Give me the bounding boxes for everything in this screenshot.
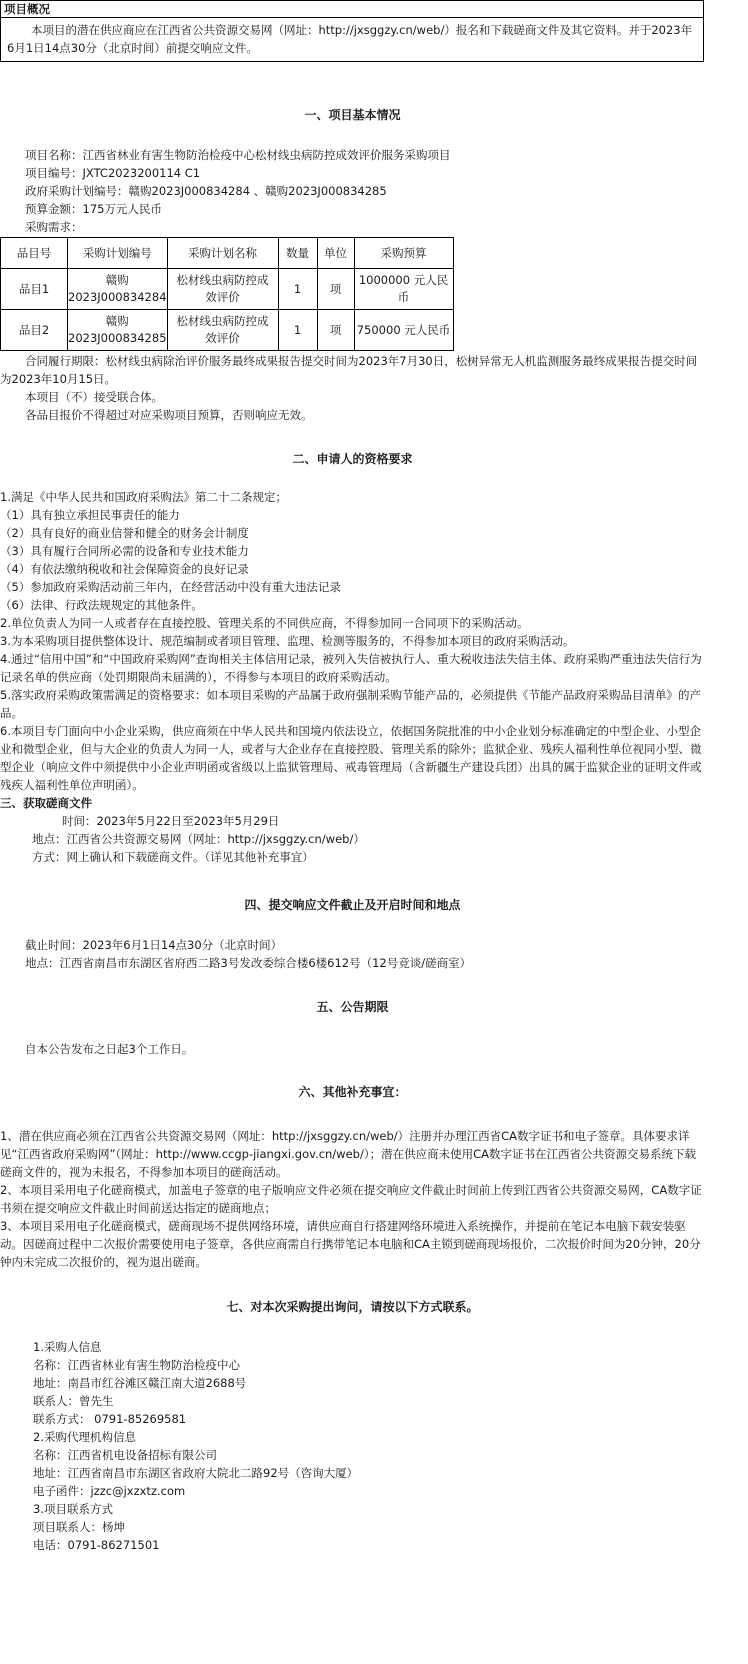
cell-plan-name-line2: 效评价 [205, 331, 240, 345]
cell-budget: 1000000 元人民币 [354, 269, 453, 310]
acquisition-place: 地点：江西省公共资源交易网（网址：http://jxsggzy.cn/web/） [32, 832, 365, 846]
contact-line: 项目联系人：杨坤 [33, 1520, 125, 1534]
section5-title: 五、公告期限 [316, 1000, 389, 1014]
section4-title: 四、提交响应文件截止及开启时间和地点 [244, 898, 461, 912]
supplement-item-3: 3、本项目采用电子化磋商模式，磋商现场不提供网络环境，请供应商自行搭建网络环境进入系统操作，并提前在笔记本电脑下载安装驱动。因磋商过程中二次报价需要使用电子签章，各供应商需自行携带笔记本电脑和CA主锁到磋商现场报价，二次报价时间为20分钟，20分钟内未完成二次报价的，视为退出磋商。 [0, 1219, 701, 1269]
qualification-item: 2.单位负责人为同一人或者存在直接控股、管理关系的不同供应商，不得参加同一合同项下的采购活动。 [0, 616, 529, 630]
section1-title: 一、项目基本情况 [304, 108, 401, 122]
procurement-plan-number: 政府采购计划编号：赣购2023J000834284 、赣购2023J000834285 [25, 184, 387, 198]
qualification-item: （3）具有履行合同所必需的设备和专业技术能力 [0, 544, 249, 558]
quote-limit-statement: 各品目报价不得超过对应采购项目预算，否则响应无效。 [25, 408, 313, 422]
section6-title: 六、其他补充事宜： [298, 1085, 407, 1099]
announcement-period: 自本公告发布之日起3个工作日。 [25, 1042, 194, 1056]
qualification-item: （6）法律、行政法规规定的其他条件。 [0, 598, 203, 612]
cell-plan-no-line1: 赣购 [105, 273, 129, 287]
cell-unit: 项 [317, 269, 354, 310]
table-row [1, 269, 454, 310]
qualification-item-6: 6.本项目专门面向中小企业采购，供应商须在中华人民共和国境内依法设立，依据国务院批准的中小企业划分标准确定的中型企业、小型企业和微型企业，但与大企业的负责人为同一人，或者与大企业存在直接控股、管理关系的除外；监狱企业、残疾人福利性单位视同小型、微型企业（响应文件中须提供中小企业声明函或省级以上监狱管理局、戒毒管理局（含新疆生产建设兵团）出具的属于监狱企业的证明文件或残疾人福利性单位声明函）。 [0, 724, 702, 792]
contact-line: 1.采购人信息 [33, 1340, 102, 1354]
qualification-item: 3.为本采购项目提供整体设计、规范编制或者项目管理、监理、检测等服务的，不得参加本项目的政府采购活动。 [0, 634, 575, 648]
cell-plan-no-line2: 2023J000834284 [68, 290, 167, 304]
col-header-unit: 单位 [317, 238, 354, 269]
procurement-items-table [0, 237, 454, 351]
cell-plan-name [167, 310, 278, 351]
contact-line: 名称：江西省机电设备招标有限公司 [33, 1448, 217, 1462]
cell-plan-no [68, 310, 168, 351]
cell-item: 品目1 [1, 269, 68, 310]
cell-plan-name-line1: 松材线虫病防控成 [176, 273, 269, 287]
contact-line: 地址：江西省南昌市东湖区省政府大院北二路92号（咨询大厦） [33, 1466, 359, 1480]
supplement-item-2: 2、本项目采用电子化磋商模式，加盖电子签章的电子版响应文件必须在提交响应文件截止时间前上传到江西省公共资源交易网，CA数字证书须在提交响应文件截止时间前送达指定的磋商地点； [0, 1183, 702, 1215]
budget-amount: 预算金额：175万元人民币 [25, 202, 162, 216]
col-header-plan-name: 采购计划名称 [167, 238, 278, 269]
cell-plan-name-line2: 效评价 [205, 290, 240, 304]
section2-title: 二、申请人的资格要求 [292, 452, 413, 466]
col-header-plan-no: 采购计划编号 [68, 238, 168, 269]
contact-email[interactable]: 电子函件：jzzc@jxzxtz.com [33, 1484, 186, 1498]
section3-title: 三、获取磋商文件 [0, 796, 92, 810]
cell-quantity: 1 [278, 310, 317, 351]
cell-unit: 项 [317, 310, 354, 351]
project-name: 项目名称：江西省林业有害生物防治检疫中心松材线虫病防控成效评价服务采购项目 [25, 148, 451, 162]
cell-plan-no [68, 269, 168, 310]
project-number: 项目编号：JXTC2023200114 C1 [25, 166, 201, 180]
cell-plan-no-line2: 2023J000834285 [68, 331, 167, 345]
cell-plan-name-line1: 松材线虫病防控成 [176, 314, 269, 328]
overview-header: 项目概况 [1, 1, 703, 18]
consortium-statement: 本项目（不）接受联合体。 [25, 390, 163, 404]
table-header-row [1, 238, 454, 269]
overview-text: 本项目的潜在供应商应在江西省公共资源交易网（网址：http://jxsggzy.cn/web/）报名和下载磋商文件及其它资料。并于2023年6月1日14点30分（北京时间）前提交响应文件。 [7, 23, 693, 55]
contact-line: 地址：南昌市红谷滩区赣江南大道2688号 [33, 1376, 247, 1390]
procurement-demand-label: 采购需求： [25, 220, 83, 234]
project-overview-box [0, 0, 704, 62]
qualification-item: （2）具有良好的商业信誉和健全的财务会计制度 [0, 526, 249, 540]
submission-place: 地点：江西省南昌市东湖区省府西二路3号发改委综合楼6楼612号（12号竞谈/磋商室） [25, 956, 472, 970]
qualification-item: （4）有依法缴纳税收和社会保障资金的良好记录 [0, 562, 249, 576]
qualification-item: （1）具有独立承担民事责任的能力 [0, 508, 180, 522]
cell-quantity: 1 [278, 269, 317, 310]
contact-line: 3.项目联系方式 [33, 1502, 113, 1516]
supplement-item-1: 1、潜在供应商必须在江西省公共资源交易网（网址：http://jxsggzy.cn/web/）注册并办理江西省CA数字证书和电子签章。具体要求详见“江西省政府采购网”（网址：http://www.ccgp-jiangxi.gov.cn/web/）；潜在供应商未使用CA数字证书在江西省公共资源交易系统下载磋商文件的，视为未报名，不得参加本项目的磋商活动。 [0, 1129, 696, 1179]
col-header-quantity: 数量 [278, 238, 317, 269]
contact-line: 名称：江西省林业有害生物防治检疫中心 [33, 1358, 240, 1372]
contact-line: 联系人：曾先生 [33, 1394, 114, 1408]
qualification-item: 1.满足《中华人民共和国政府采购法》第二十二条规定； [0, 490, 287, 504]
contract-period: 合同履行期限：松材线虫病除治评价服务最终成果报告提交时间为2023年7月30日，松树异常无人机监测服务最终成果报告提交时间为2023年10月15日。 [0, 354, 698, 386]
contact-line: 联系方式： 0791-85269581 [33, 1412, 187, 1426]
contact-line: 2.采购代理机构信息 [33, 1430, 136, 1444]
cell-plan-name [167, 269, 278, 310]
section7-title: 七、对本次采购提出询问，请按以下方式联系。 [226, 1300, 479, 1314]
table-row [1, 310, 454, 351]
acquisition-time: 时间：2023年5月22日至2023年5月29日 [62, 814, 280, 828]
col-header-budget: 采购预算 [354, 238, 453, 269]
col-header-item: 品目号 [1, 238, 68, 269]
cell-budget: 750000 元人民币 [354, 310, 453, 351]
cell-item: 品目2 [1, 310, 68, 351]
cell-plan-no-line1: 赣购 [105, 314, 129, 328]
contact-line: 电话：0791-86271501 [33, 1538, 160, 1552]
qualification-item-4: 4.通过“信用中国”和“中国政府采购网”查询相关主体信用记录，被列入失信被执行人、重大税收违法失信主体、政府采购严重违法失信行为记录名单的供应商（处罚期限尚未届满的），不得参与本项目的政府采购活动。 [0, 652, 702, 684]
submission-deadline: 截止时间：2023年6月1日14点30分（北京时间） [25, 938, 283, 952]
qualification-item: （5）参加政府采购活动前三年内，在经营活动中没有重大违法记录 [0, 580, 341, 594]
acquisition-method: 方式：网上确认和下载磋商文件。（详见其他补充事宜） [32, 850, 314, 864]
qualification-item-5: 5.落实政府采购政策需满足的资格要求：如本项目采购的产品属于政府强制采购节能产品的，必须提供《节能产品政府采购品目清单》的产品。 [0, 688, 701, 720]
